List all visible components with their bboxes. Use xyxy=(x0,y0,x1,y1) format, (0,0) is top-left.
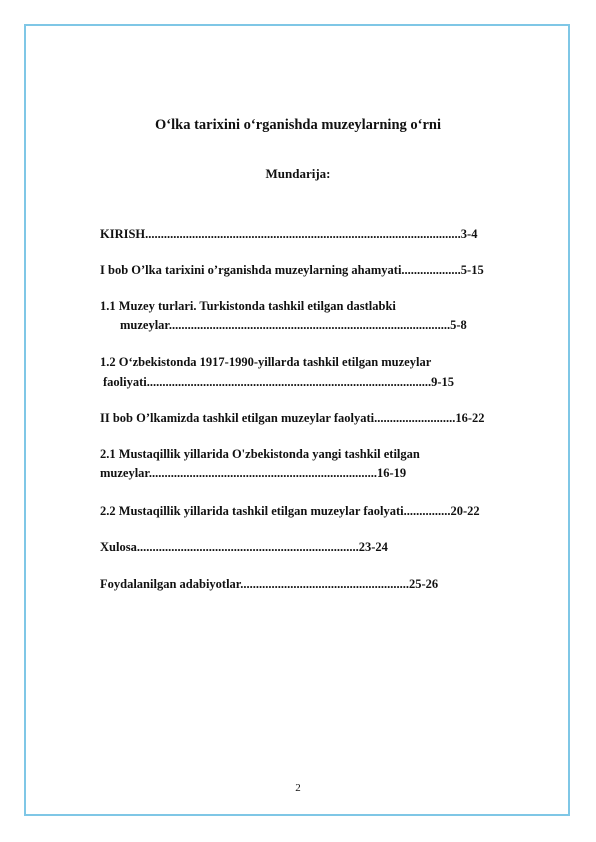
toc-entry-kirish[interactable]: KIRISH.....................................................................................................3-4 xyxy=(100,227,478,241)
contents-heading: Mundarija: xyxy=(265,166,331,181)
toc-entry-1-2-continued[interactable]: faoliyati...........................................................................................9-15 xyxy=(103,375,455,389)
page-number: 2 xyxy=(295,782,301,794)
toc-entry-1-1-continued[interactable]: muzeylar..........................................................................................5-8 xyxy=(120,318,467,332)
toc-entry-bob2[interactable]: II bob O’lkamizda tashkil etilgan muzeylar faolyati..........................16-22 xyxy=(100,411,485,425)
toc-entry-2-1-continued[interactable]: muzeylar.........................................................................16-19 xyxy=(100,466,407,480)
toc-entry-1-1[interactable]: 1.1 Muzey turlari. Turkistonda tashkil etilgan dastlabki xyxy=(100,299,396,313)
toc-entry-2-1[interactable]: 2.1 Mustaqillik yillarida O'zbekistonda yangi tashkil etilgan xyxy=(100,447,420,461)
toc-entry-adabiyot[interactable]: Foydalanilgan adabiyotlar......................................................25-26 xyxy=(100,577,439,591)
toc-entry-bob1[interactable]: I bob O’lka tarixini o’rganishda muzeylarning ahamyati...................5-15 xyxy=(100,263,484,277)
toc-entry-2-2[interactable]: 2.2 Mustaqillik yillarida tashkil etilgan muzeylar faolyati...............20-22 xyxy=(100,504,480,518)
toc-entry-xulosa[interactable]: Xulosa.......................................................................23-24 xyxy=(100,540,388,554)
toc-entry-1-2[interactable]: 1.2 O‘zbekistonda 1917-1990-yillarda tashkil etilgan muzeylar xyxy=(100,355,432,369)
document-title: O‘lka tarixini o‘rganishda muzeylarning o‘rni xyxy=(155,117,441,133)
